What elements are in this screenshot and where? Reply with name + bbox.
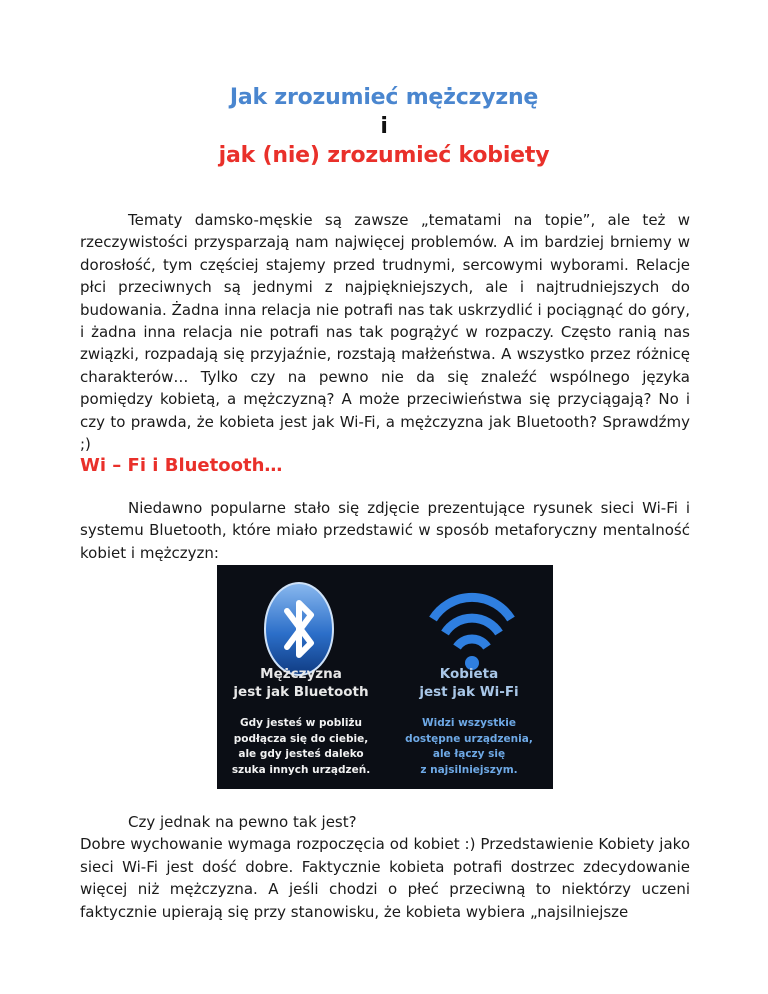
woman-desc-line4: z najsilniejszym. — [420, 763, 518, 776]
man-heading-line2: jest jak Bluetooth — [233, 684, 369, 700]
man-desc-line4: szuka innych urządzeń. — [231, 763, 371, 776]
title-line-2: i — [380, 114, 388, 139]
closing-paragraph — [80, 811, 690, 923]
woman-heading — [385, 665, 553, 701]
title-line-3: jak (nie) zrozumieć kobiety — [218, 143, 550, 168]
intro-paragraph — [80, 209, 690, 455]
closing-question: Czy jednak na pewno tak jest? — [128, 813, 357, 831]
section-paragraph — [80, 497, 690, 564]
woman-heading-line1: Kobieta — [439, 666, 499, 682]
woman-desc-line3: ale łączy się — [432, 748, 506, 761]
section-text: Niedawno popularne stało się zdjęcie prezentujące rysunek sieci Wi-Fi i systemu Bluetooth, które miało przedstawić w sposób metaforyczny mentalność kobiet i mężczyzn: — [80, 499, 690, 562]
intro-text: Tematy damsko-męskie są zawsze „tematami na topie”, ale też w rzeczywistości przysparzają nam najwięcej problemów. A im bardziej brniemy w dorosłość, tym częściej stajemy przed trudnymi, sercowymi wyborami. Relacje płci przeciwnych są jednymi z najpiękniejszych, ale i najtrudniejszych do budowania. Żadna inna relacja nie potrafi nas tak uskrzydlić i pociągnąć do góry, i żadna inna relacja nie potrafi nas tak pogrążyć w rozpaczy. Często ranią nas związki, rozpadają się przyjaźnie, rozstają małżeństwa. A wszystko przez różnicę charakterów… Tylko czy na pewno nie da się znaleźć wspólnego języka pomiędzy kobietą, a mężczyzną? A może przeciwieństwa się przyciągają? No i czy to prawda, że kobieta jest jak Wi-Fi, a mężczyzna jak Bluetooth? Sprawdźmy ;) — [80, 211, 690, 454]
closing-text: Dobre wychowanie wymaga rozpoczęcia od kobiet :) Przedstawienie Kobiety jako sieci Wi-Fi jest dość dobre. Faktycznie kobieta potrafi dostrzec zdecydowanie więcej niż mężczyzna. A jeśli chodzi o płeć przeciwną to niektórzy uczeni faktycznie upierają się przy stanowisku, że kobieta wybiera „najsilniejsze — [80, 835, 690, 921]
man-heading-line1: Mężczyzna — [260, 666, 342, 682]
man-description — [217, 716, 385, 778]
man-desc-line1: Gdy jesteś w pobliżu — [239, 717, 363, 729]
man-heading — [217, 665, 385, 701]
woman-description — [385, 716, 553, 778]
woman-desc-line1: Widzi wszystkie — [422, 717, 516, 729]
woman-desc-line2: dostępne urządzenia, — [405, 732, 533, 745]
section-heading: Wi – Fi i Bluetooth… — [80, 455, 283, 476]
man-desc-line3: ale gdy jesteś daleko — [238, 748, 364, 761]
woman-heading-line2: jest jak Wi-Fi — [419, 684, 519, 700]
document-title — [0, 83, 768, 170]
wifi-bluetooth-image — [217, 565, 553, 789]
man-desc-line2: podłącza się do ciebie, — [233, 732, 369, 745]
title-line-1: Jak zrozumieć mężczyznę — [229, 85, 539, 110]
